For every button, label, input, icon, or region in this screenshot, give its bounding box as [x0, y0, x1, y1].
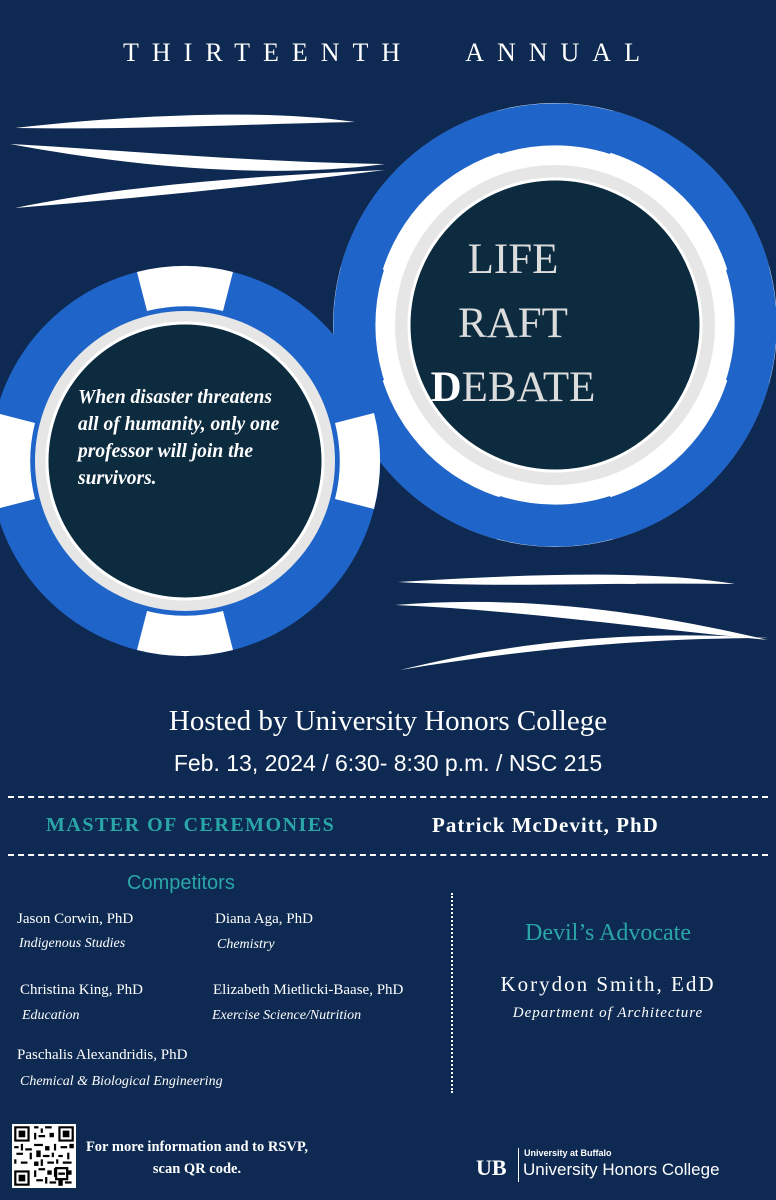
- competitor-dept: Education: [22, 1008, 80, 1023]
- divider-bottom: [8, 854, 768, 856]
- title-line-1: LIFE: [467, 236, 559, 283]
- event-edition-heading: [0, 38, 776, 68]
- date-time-location: Feb. 13, 2024 / 6:30- 8:30 p.m. / NSC 215: [173, 750, 603, 776]
- logo-college-name: University Honors College: [523, 1160, 720, 1179]
- title-line-2: RAFT: [458, 300, 568, 347]
- event-title: [410, 228, 616, 420]
- water-streaks-top: [10, 115, 385, 208]
- competitor-name: Elizabeth Mietlicki-Baase, PhD: [213, 982, 404, 998]
- devils-advocate-heading: Devil’s Advocate: [525, 920, 691, 946]
- title-line-3: [410, 356, 616, 420]
- competitor-dept: Exercise Science/Nutrition: [212, 1008, 362, 1023]
- rsvp-info: For more information and to RSVP, scan QR code.: [85, 1139, 309, 1177]
- competitor-name: Christina King, PhD: [20, 982, 143, 998]
- competitor-dept: Chemical & Biological Engineering: [20, 1074, 223, 1089]
- competitor-name: Jason Corwin, PhD: [17, 911, 134, 927]
- logo-university-name: University at Buffalo: [524, 1148, 612, 1158]
- ub-logo-mark: UB: [476, 1155, 507, 1179]
- heading-word-thirteenth: THIRTEENTH: [123, 38, 414, 67]
- logo-separator: [518, 1148, 519, 1182]
- column-divider: [451, 893, 453, 1093]
- competitor-name: Diana Aga, PhD: [215, 911, 313, 927]
- competitor-dept: Indigenous Studies: [19, 936, 126, 951]
- divider-top: [8, 796, 768, 798]
- ub-logo-icon: [476, 1155, 514, 1179]
- host-line: Hosted by University Honors College: [168, 705, 608, 737]
- mc-label: MASTER OF CEREMONIES: [46, 814, 336, 836]
- water-streaks-bottom: [395, 575, 768, 670]
- mc-name: Patrick McDevitt, PhD: [432, 813, 659, 837]
- tagline: When disaster threatens all of humanity, only one professor will join the survivors.: [78, 387, 280, 489]
- competitors-heading: Competitors: [127, 872, 235, 894]
- competitor-dept: Chemistry: [217, 937, 275, 952]
- devils-advocate-name: Korydon Smith, EdD: [500, 972, 716, 996]
- title-line-3-capital: D: [430, 364, 462, 411]
- qr-code-icon[interactable]: [12, 1124, 76, 1188]
- devils-advocate-dept: Department of Architecture: [512, 1005, 704, 1021]
- heading-word-annual: ANNUAL: [465, 38, 653, 67]
- title-line-3-rest: EBATE: [461, 364, 596, 411]
- competitor-name: Paschalis Alexandridis, PhD: [17, 1047, 188, 1063]
